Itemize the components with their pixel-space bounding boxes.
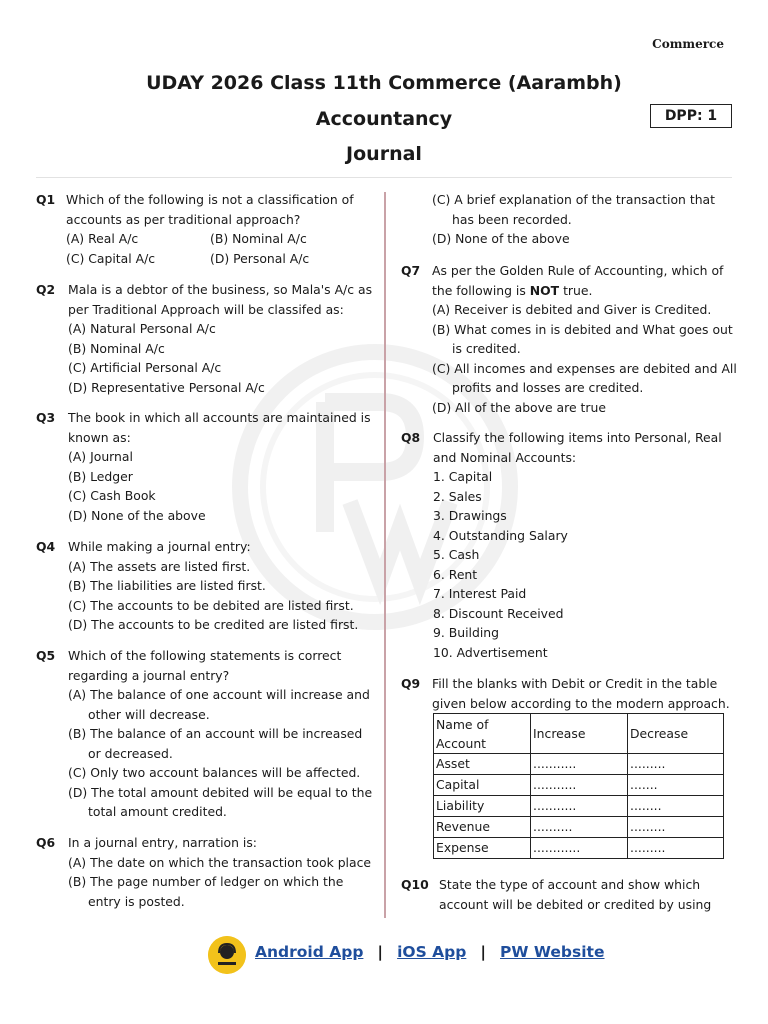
table-cell: Capital: [434, 775, 531, 796]
question-number: Q7: [401, 263, 421, 278]
option-b: (B) What comes in is debited and What goes out: [432, 321, 733, 337]
question-text: In a journal entry, narration is:: [68, 835, 257, 850]
question-number: Q4: [36, 539, 56, 554]
question-text: State the type of account and show which: [439, 877, 701, 892]
option-c: (C) Capital A/c: [66, 250, 156, 266]
option-d-cont: total amount credited.: [88, 804, 227, 819]
list-item: 5. Cash: [433, 547, 480, 562]
table-cell: ...........: [531, 754, 628, 775]
list-item: 4. Outstanding Salary: [433, 527, 568, 543]
question-number: Q1: [36, 192, 56, 207]
option-b: (B) The page number of ledger on which the: [68, 874, 344, 889]
question-text: Classify the following items into Personal, Real: [433, 430, 722, 445]
option-b: (B) Nominal A/c: [210, 231, 307, 246]
debit-credit-table: [433, 713, 724, 859]
footer-links: [255, 943, 604, 961]
table-header-row: [434, 714, 724, 754]
option-c: (C) A brief explanation of the transaction that: [432, 192, 716, 207]
subject-title: Accountancy: [315, 108, 453, 130]
android-app-link[interactable]: Android App: [255, 943, 364, 961]
question-number: Q3: [36, 410, 56, 425]
option-d: (D) None of the above: [432, 231, 570, 246]
list-item: 7. Interest Paid: [433, 586, 527, 601]
option-a: (A) The date on which the transaction took place: [68, 854, 372, 870]
option-d: (D) None of the above: [68, 507, 206, 523]
question-text: regarding a journal entry?: [68, 667, 230, 683]
dpp-badge: DPP: 1: [650, 104, 732, 128]
question-text: Fill the blanks with Debit or Credit in the table: [432, 676, 718, 691]
table-row: [434, 796, 724, 817]
topic-title: Journal: [346, 143, 422, 165]
table-cell: .........: [628, 838, 724, 859]
option-d: (D) Representative Personal A/c: [68, 379, 265, 395]
table-cell: ..........: [531, 817, 628, 838]
table-cell: .........: [628, 817, 724, 838]
table-header-cell: Name of Account: [434, 714, 531, 754]
ios-app-link[interactable]: iOS App: [397, 943, 467, 961]
question-number: Q6: [36, 835, 56, 850]
option-c: (C) Only two account balances will be affected.: [68, 765, 361, 780]
table-cell: ........: [628, 796, 724, 817]
column-divider: [384, 192, 386, 918]
emphasis-not: NOT: [529, 282, 560, 298]
list-item: 8. Discount Received: [433, 605, 564, 621]
option-c-cont: has been recorded.: [452, 211, 572, 227]
question-text: Which of the following is not a classification of: [66, 192, 354, 207]
table-header-cell: Increase: [531, 714, 628, 754]
customer-service-icon: [208, 936, 246, 974]
table-cell: Revenue: [434, 817, 531, 838]
footer-separator: |: [377, 943, 384, 961]
footer-separator: |: [480, 943, 487, 961]
option-a: (A) Natural Personal A/c: [68, 321, 216, 336]
question-text: As per the Golden Rule of Accounting, which of: [432, 263, 724, 278]
question-text: Which of the following statements is correct: [68, 648, 342, 663]
question-text: known as:: [68, 429, 131, 445]
option-b-cont: is credited.: [452, 341, 521, 356]
option-a: (A) The assets are listed first.: [68, 558, 251, 574]
list-item: 2. Sales: [433, 488, 482, 504]
question-number: Q9: [401, 676, 421, 691]
table-cell: ............: [531, 838, 628, 859]
question-number: Q10: [401, 877, 429, 892]
page-title: UDAY 2026 Class 11th Commerce (Aarambh): [146, 72, 622, 94]
option-a: (A) Real A/c: [66, 231, 139, 246]
table-cell: ...........: [531, 775, 628, 796]
question-text: and Nominal Accounts:: [433, 449, 577, 465]
option-c: (C) Cash Book: [68, 488, 156, 503]
list-item: 3. Drawings: [433, 508, 507, 523]
option-c: (C) The accounts to be debited are listed first.: [68, 597, 354, 613]
table-row: [434, 817, 724, 838]
option-d: (D) Personal A/c: [210, 250, 310, 266]
pw-website-link[interactable]: PW Website: [500, 943, 605, 961]
question-number: Q2: [36, 282, 56, 297]
subject-tag: Commerce: [652, 37, 724, 51]
option-b-cont: or decreased.: [88, 745, 173, 761]
option-d: (D) All of the above are true: [432, 399, 606, 415]
table-cell: Asset: [434, 754, 531, 775]
question-text: accounts as per traditional approach?: [66, 211, 301, 227]
list-item: 1. Capital: [433, 469, 493, 484]
option-a: (A) Journal: [68, 449, 133, 464]
option-b-cont: entry is posted.: [88, 893, 185, 909]
table-cell: .........: [628, 754, 724, 775]
table-cell: ...........: [531, 796, 628, 817]
question-text: the following is NOT true.: [432, 282, 593, 298]
table-header-cell: Decrease: [628, 714, 724, 754]
question-number: Q8: [401, 430, 421, 445]
question-text: given below according to the modern approach.: [432, 695, 730, 711]
option-c: (C) All incomes and expenses are debited and All: [432, 360, 737, 376]
question-text: The book in which all accounts are maintained is: [68, 410, 371, 425]
question-number: Q5: [36, 648, 56, 663]
option-b: (B) Nominal A/c: [68, 340, 165, 356]
option-b: (B) The balance of an account will be increased: [68, 726, 363, 741]
question-6-continued: [432, 190, 715, 249]
option-a: (A) The balance of one account will increase and: [68, 687, 370, 702]
option-c: (C) Artificial Personal A/c: [68, 360, 222, 375]
table-cell: Liability: [434, 796, 531, 817]
question-text: per Traditional Approach will be classifed as:: [68, 301, 344, 317]
footer: [0, 936, 768, 974]
list-item: 10. Advertisement: [433, 644, 548, 660]
option-d: (D) The total amount debited will be equal to the: [68, 784, 373, 800]
table-cell: Expense: [434, 838, 531, 859]
question-text: Mala is a debtor of the business, so Mala's A/c as: [68, 282, 373, 297]
option-b: (B) The liabilities are listed first.: [68, 578, 266, 593]
option-a: (A) Receiver is debited and Giver is Credited.: [432, 302, 712, 317]
table-row: [434, 838, 724, 859]
option-d: (D) The accounts to be credited are listed first.: [68, 617, 359, 632]
table-row: [434, 775, 724, 796]
question-text: account will be debited or credited by using: [439, 896, 712, 912]
table-row: [434, 754, 724, 775]
list-item: 6. Rent: [433, 566, 478, 582]
table-cell: .......: [628, 775, 724, 796]
header-divider: [36, 177, 732, 178]
list-item: 9. Building: [433, 625, 500, 640]
option-a-cont: other will decrease.: [88, 706, 210, 722]
option-b: (B) Ledger: [68, 468, 133, 484]
option-c-cont: profits and losses are credited.: [452, 380, 644, 395]
question-text: While making a journal entry:: [68, 539, 251, 554]
